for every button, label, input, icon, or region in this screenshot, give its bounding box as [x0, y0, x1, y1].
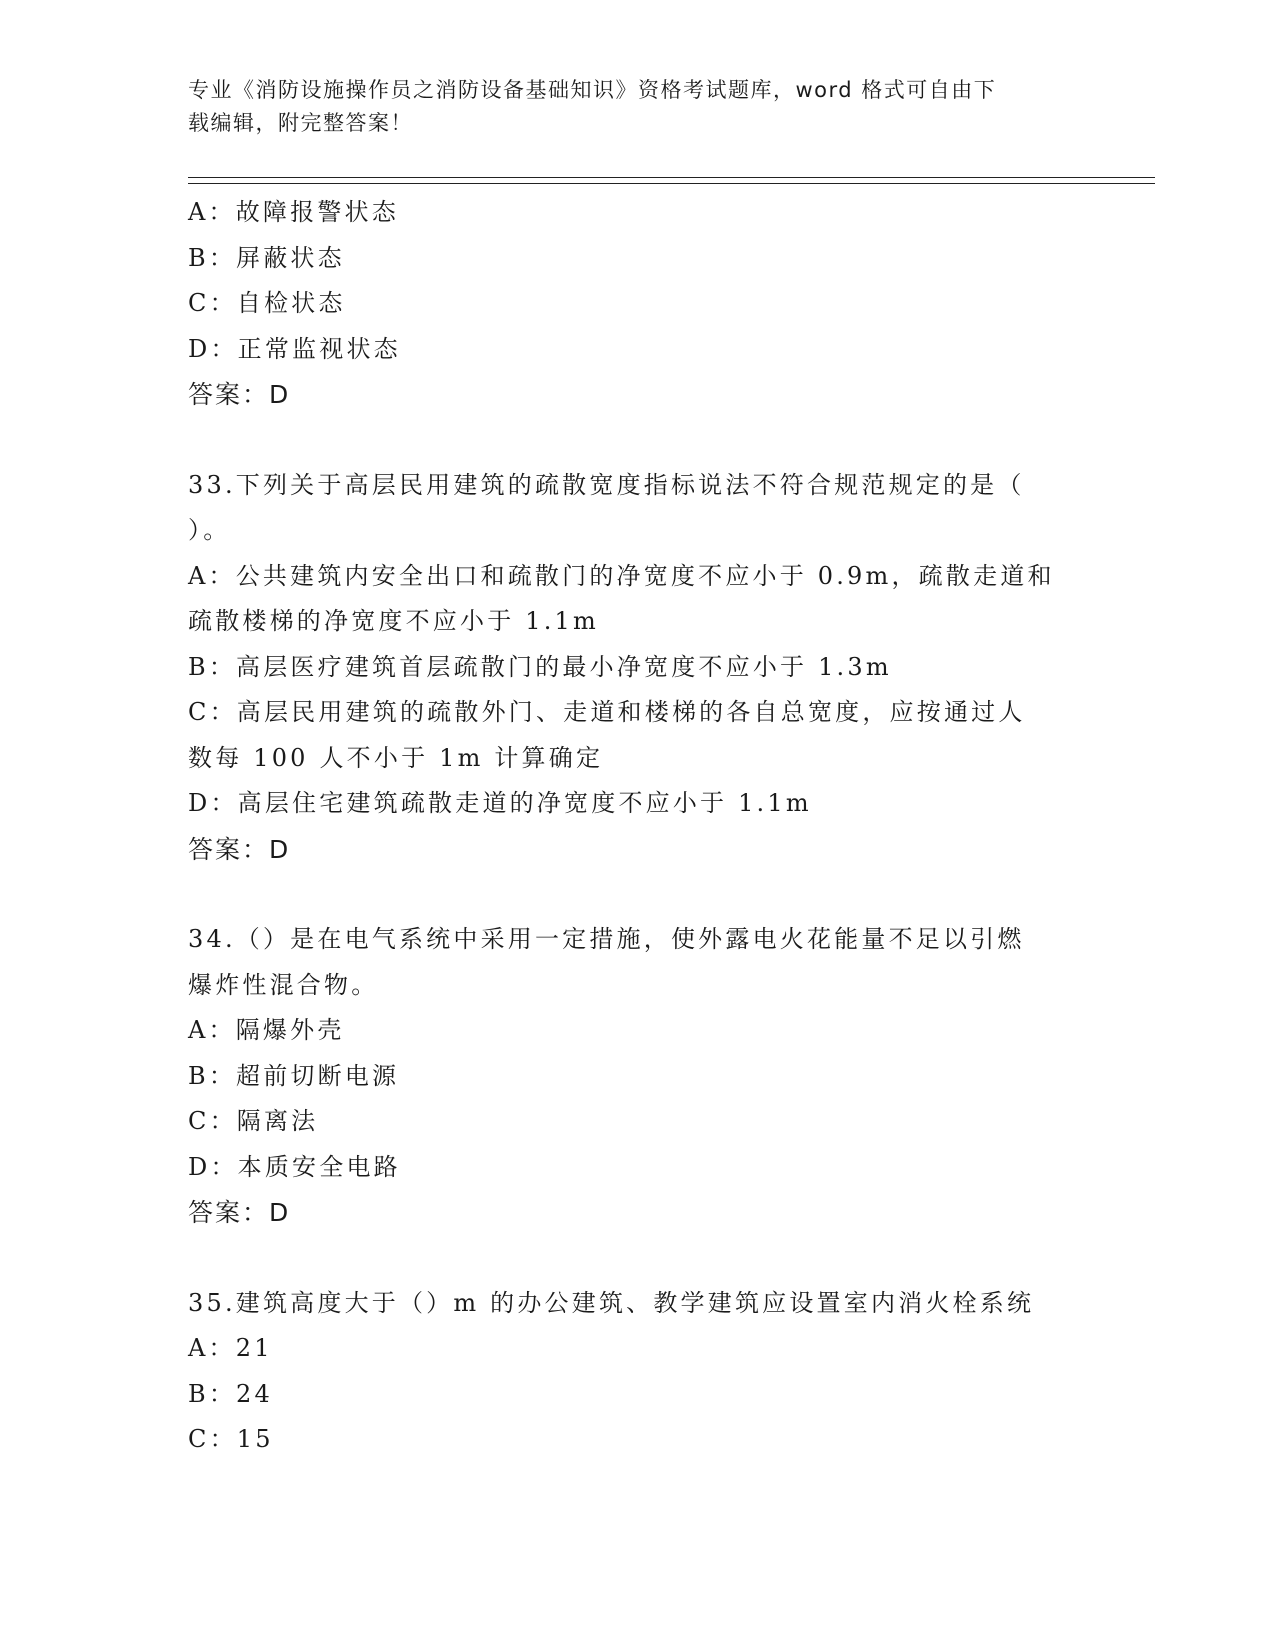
header-line-1: 专业《消防设施操作员之消防设备基础知识》资格考试题库，word 格式可自由下 — [188, 78, 997, 102]
question-33 — [188, 463, 1088, 873]
option-c: C：高层民用建筑的疏散外门、走道和楼梯的各自总宽度，应按通过人 — [188, 698, 1026, 726]
answer: 答案：D — [188, 834, 291, 864]
answer: 答案：D — [188, 1198, 291, 1227]
question-34 — [188, 917, 1088, 1236]
header-divider-top — [188, 177, 1155, 178]
option-d: D：本质安全电路 — [188, 1152, 401, 1181]
answer: 答案：D — [188, 380, 291, 409]
document-header — [188, 74, 1068, 140]
option-c: C：15 — [188, 1425, 274, 1453]
option-c: C：自检状态 — [188, 289, 346, 317]
option-b: B：超前切断电源 — [188, 1061, 400, 1090]
option-c: C：隔离法 — [188, 1107, 319, 1135]
question-stem: 33.下列关于高层民用建筑的疏散宽度指标说法不符合规范规定的是（ — [188, 470, 1025, 499]
option-b: B：屏蔽状态 — [188, 243, 345, 272]
question-content — [188, 190, 1088, 1463]
spacer — [188, 418, 1088, 463]
option-a: A：故障报警状态 — [188, 198, 399, 226]
question-stem: 35.建筑高度大于（）m 的办公建筑、教学建筑应设置室内消火栓系统 — [188, 1288, 1035, 1317]
option-b: B：高层医疗建筑首层疏散门的最小净宽度不应小于 1.3m — [188, 652, 892, 681]
option-a: A：21 — [188, 1334, 273, 1362]
option-a: A：公共建筑内安全出口和疏散门的净宽度不应小于 0.9m，疏散走道和 — [188, 561, 1055, 590]
option-d: D：高层住宅建筑疏散走道的净宽度不应小于 1.1m — [188, 789, 812, 817]
option-b: B：24 — [188, 1379, 273, 1408]
spacer — [188, 872, 1088, 917]
question-35 — [188, 1281, 1088, 1463]
option-a: A：隔爆外壳 — [188, 1016, 345, 1044]
spacer — [188, 1236, 1088, 1281]
header-divider-bottom — [188, 183, 1155, 184]
option-c-continued: 数每 100 人不小于 1m 计算确定 — [188, 743, 604, 772]
question-stem-continued: ）。 — [188, 516, 231, 544]
question-stem: 34.（）是在电气系统中采用一定措施，使外露电火花能量不足以引燃 — [188, 925, 1025, 953]
option-a-continued: 疏散楼梯的净宽度不应小于 1.1m — [188, 607, 599, 635]
question-32 — [188, 190, 1088, 418]
question-stem-continued: 爆炸性混合物。 — [188, 970, 379, 999]
header-line-2: 载编辑，附完整答案！ — [188, 111, 413, 135]
option-d: D：正常监视状态 — [188, 334, 401, 363]
